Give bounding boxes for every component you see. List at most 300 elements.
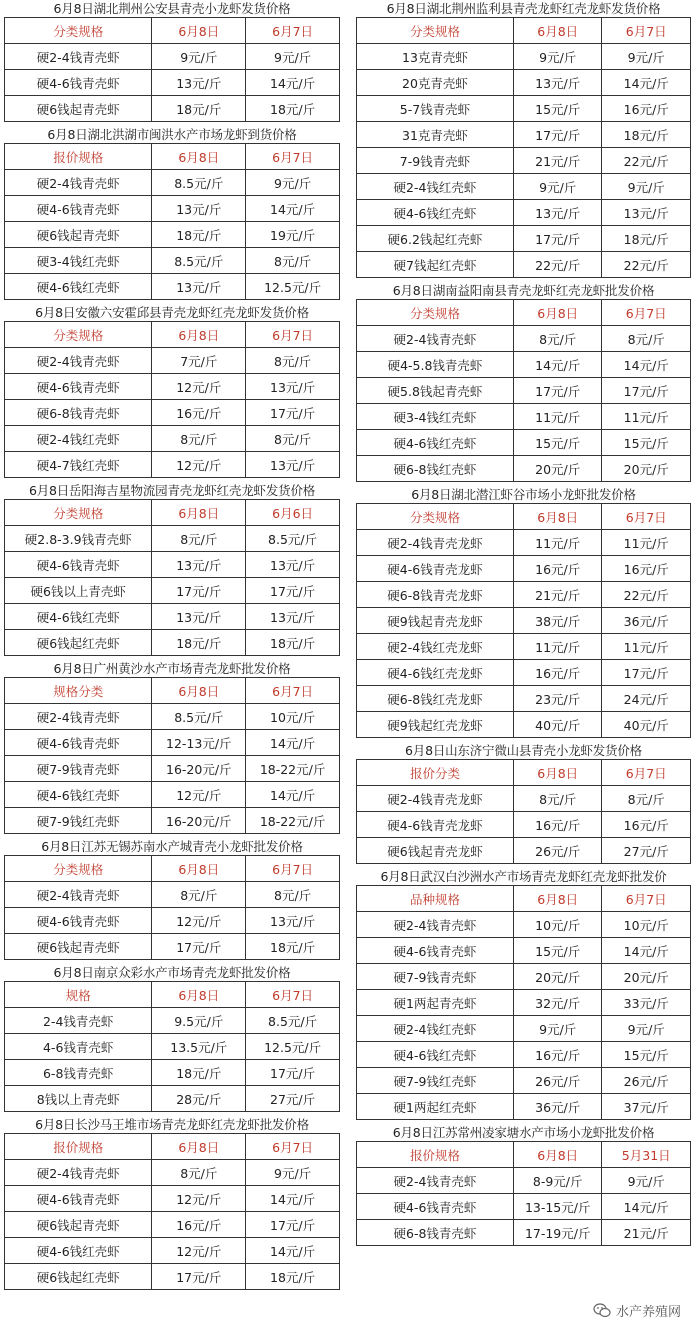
price-cell: 17元/斤 xyxy=(152,934,246,960)
column-header: 6月8日 xyxy=(152,678,246,704)
price-cell: 13元/斤 xyxy=(513,200,602,226)
price-cell: 26元/斤 xyxy=(513,1068,602,1094)
price-cell: 14元/斤 xyxy=(513,352,602,378)
spec-cell: 硬2-4钱红壳虾 xyxy=(5,426,152,452)
price-table xyxy=(356,503,691,738)
spec-cell: 硬4-6钱青壳虾 xyxy=(5,374,152,400)
spec-cell: 4-6钱青壳虾 xyxy=(5,1034,152,1060)
spec-cell: 5-7钱青壳虾 xyxy=(357,96,514,122)
table-row xyxy=(357,556,691,582)
table-row xyxy=(5,1238,340,1264)
watermark-text: 水产养殖网 xyxy=(615,1305,681,1320)
price-cell: 9元/斤 xyxy=(602,1016,691,1042)
table-row xyxy=(5,1212,340,1238)
price-cell: 13元/斤 xyxy=(152,604,246,630)
section-title: 6月8日长沙马王堆市场青壳龙虾红壳龙虾批发价格 xyxy=(35,1117,309,1132)
spec-cell: 2-4钱青壳虾 xyxy=(5,1008,152,1034)
price-cell: 8元/斤 xyxy=(246,248,340,274)
spec-cell: 硬7-9钱红壳虾 xyxy=(5,808,152,834)
table-row xyxy=(5,222,340,248)
price-cell: 11元/斤 xyxy=(513,530,602,556)
table-row xyxy=(357,226,691,252)
price-cell: 16-20元/斤 xyxy=(152,756,246,782)
column-header: 6月8日 xyxy=(513,504,602,530)
price-cell: 13元/斤 xyxy=(152,552,246,578)
spec-cell: 硬4-6钱青壳虾 xyxy=(5,70,152,96)
price-cell: 18-22元/斤 xyxy=(246,808,340,834)
price-cell: 12.5元/斤 xyxy=(246,274,340,300)
price-cell: 16元/斤 xyxy=(513,812,602,838)
price-cell: 13元/斤 xyxy=(602,200,691,226)
spec-cell: 硬6钱起青壳虾 xyxy=(5,934,152,960)
price-cell: 18元/斤 xyxy=(246,96,340,122)
price-cell: 9元/斤 xyxy=(152,44,246,70)
spec-cell: 硬4-6钱青壳虾 xyxy=(5,908,152,934)
column-header: 6月7日 xyxy=(602,300,691,326)
price-cell: 18元/斤 xyxy=(152,96,246,122)
table-row xyxy=(5,1186,340,1212)
table-row xyxy=(5,348,340,374)
price-cell: 9元/斤 xyxy=(513,1016,602,1042)
price-cell: 8元/斤 xyxy=(152,426,246,452)
price-cell: 21元/斤 xyxy=(513,582,602,608)
price-table xyxy=(356,759,691,864)
spec-cell: 硬6钱以上青壳虾 xyxy=(5,578,152,604)
table-row xyxy=(5,96,340,122)
spec-cell: 硬2-4钱青壳龙虾 xyxy=(357,786,514,812)
price-cell: 22元/斤 xyxy=(602,582,691,608)
price-cell: 33元/斤 xyxy=(602,990,691,1016)
table-row xyxy=(357,174,691,200)
price-cell: 11元/斤 xyxy=(602,634,691,660)
table-row xyxy=(5,452,340,478)
table-row xyxy=(357,912,691,938)
column-header: 分类规格 xyxy=(357,18,514,44)
table-row xyxy=(357,530,691,556)
table-header-row xyxy=(5,856,340,882)
section-title: 6月8日湖南益阳南县青壳龙虾红壳龙虾批发价格 xyxy=(392,283,655,298)
spec-cell: 硬5.8钱起青壳虾 xyxy=(357,378,514,404)
spec-cell: 硬2-4钱红壳虾 xyxy=(357,1016,514,1042)
table-row xyxy=(357,838,691,864)
spec-cell: 硬2-4钱青壳虾 xyxy=(5,1160,152,1186)
table-row xyxy=(357,938,691,964)
table-row xyxy=(5,526,340,552)
table-row xyxy=(357,1094,691,1120)
wechat-icon xyxy=(593,1303,611,1318)
price-cell: 17元/斤 xyxy=(513,378,602,404)
spec-cell: 硬6-8钱红壳虾 xyxy=(357,456,514,482)
table-row xyxy=(5,248,340,274)
price-cell: 15元/斤 xyxy=(602,1042,691,1068)
spec-cell: 硬4-6钱红壳虾 xyxy=(5,604,152,630)
section-title: 6月8日湖北荆州监利县青壳龙虾红壳龙虾发货价格 xyxy=(386,1,661,16)
table-row xyxy=(357,148,691,174)
price-cell: 9元/斤 xyxy=(246,44,340,70)
price-cell: 40元/斤 xyxy=(602,712,691,738)
price-cell: 32元/斤 xyxy=(513,990,602,1016)
table-row xyxy=(5,1264,340,1290)
spec-cell: 硬6钱起青壳虾 xyxy=(5,96,152,122)
spec-cell: 7-9钱青壳虾 xyxy=(357,148,514,174)
table-row xyxy=(5,756,340,782)
table-row xyxy=(357,430,691,456)
table-row xyxy=(357,456,691,482)
table-header-row xyxy=(357,18,691,44)
table-row xyxy=(357,1016,691,1042)
price-cell: 9元/斤 xyxy=(602,174,691,200)
price-cell: 14元/斤 xyxy=(602,938,691,964)
column-header: 6月8日 xyxy=(513,886,602,912)
spec-cell: 硬4-7钱红壳虾 xyxy=(5,452,152,478)
table-row xyxy=(5,274,340,300)
section-title: 6月8日江苏无锡苏南水产城青壳小龙虾批发价格 xyxy=(41,839,303,854)
price-cell: 17元/斤 xyxy=(246,1212,340,1238)
price-cell: 27元/斤 xyxy=(246,1086,340,1112)
price-table xyxy=(4,677,340,834)
spec-cell: 硬4-6钱红壳虾 xyxy=(357,1042,514,1068)
spec-cell: 13克青壳虾 xyxy=(357,44,514,70)
price-cell: 8元/斤 xyxy=(246,882,340,908)
price-cell: 16元/斤 xyxy=(513,1042,602,1068)
table-row xyxy=(5,552,340,578)
column-header: 分类规格 xyxy=(5,856,152,882)
column-header: 报价规格 xyxy=(357,1142,514,1168)
price-cell: 8元/斤 xyxy=(246,348,340,374)
table-row xyxy=(5,1060,340,1086)
table-header-row xyxy=(5,678,340,704)
column-header: 6月7日 xyxy=(602,18,691,44)
table-header-row xyxy=(357,1142,691,1168)
table-row xyxy=(357,200,691,226)
table-row xyxy=(357,964,691,990)
price-cell: 16元/斤 xyxy=(152,1212,246,1238)
column-header: 6月7日 xyxy=(246,144,340,170)
price-cell: 22元/斤 xyxy=(602,252,691,278)
table-row xyxy=(5,882,340,908)
price-cell: 7元/斤 xyxy=(152,348,246,374)
column-header: 6月7日 xyxy=(246,982,340,1008)
spec-cell: 硬6-8钱青壳虾 xyxy=(5,400,152,426)
table-header-row xyxy=(5,1134,340,1160)
spec-cell: 硬2-4钱青壳龙虾 xyxy=(357,530,514,556)
price-cell: 13.5元/斤 xyxy=(152,1034,246,1060)
price-cell: 13元/斤 xyxy=(246,604,340,630)
table-header-row xyxy=(5,18,340,44)
price-cell: 12元/斤 xyxy=(152,374,246,400)
column-header: 6月8日 xyxy=(152,856,246,882)
price-cell: 13元/斤 xyxy=(513,70,602,96)
section-title: 6月8日江苏常州凌家塘水产市场小龙虾批发价格 xyxy=(392,1125,655,1140)
price-table xyxy=(4,17,340,122)
spec-cell: 硬3-4钱红壳虾 xyxy=(5,248,152,274)
spec-cell: 硬4-6钱红壳虾 xyxy=(357,430,514,456)
column-header: 品种规格 xyxy=(357,886,514,912)
table-row xyxy=(357,1220,691,1246)
price-cell: 8元/斤 xyxy=(602,326,691,352)
price-cell: 26元/斤 xyxy=(513,838,602,864)
table-row xyxy=(5,400,340,426)
price-cell: 9元/斤 xyxy=(246,1160,340,1186)
spec-cell: 硬9钱起青壳龙虾 xyxy=(357,608,514,634)
price-cell: 8.5元/斤 xyxy=(152,704,246,730)
table-header-row xyxy=(5,144,340,170)
price-cell: 9元/斤 xyxy=(602,1168,691,1194)
spec-cell: 硬4-5.8钱青壳虾 xyxy=(357,352,514,378)
price-table xyxy=(4,499,340,656)
spec-cell: 硬4-6钱红壳虾 xyxy=(5,274,152,300)
table-row xyxy=(357,378,691,404)
price-table xyxy=(4,143,340,300)
spec-cell: 硬2-4钱青壳虾 xyxy=(5,44,152,70)
spec-cell: 6-8钱青壳虾 xyxy=(5,1060,152,1086)
price-cell: 13元/斤 xyxy=(152,274,246,300)
price-cell: 17元/斤 xyxy=(152,578,246,604)
spec-cell: 硬4-6钱青壳虾 xyxy=(5,730,152,756)
price-cell: 16元/斤 xyxy=(602,556,691,582)
spec-cell: 硬6钱起红壳虾 xyxy=(5,1264,152,1290)
column-header: 6月7日 xyxy=(246,1134,340,1160)
price-cell: 14元/斤 xyxy=(602,70,691,96)
spec-cell: 硬7-9钱青壳虾 xyxy=(5,756,152,782)
price-cell: 17元/斤 xyxy=(246,578,340,604)
table-row xyxy=(5,578,340,604)
spec-cell: 硬4-6钱青壳虾 xyxy=(357,1194,514,1220)
spec-cell: 硬2-4钱青壳虾 xyxy=(5,704,152,730)
column-header: 6月8日 xyxy=(152,982,246,1008)
table-row xyxy=(357,990,691,1016)
table-row xyxy=(5,44,340,70)
price-cell: 19元/斤 xyxy=(246,222,340,248)
price-cell: 38元/斤 xyxy=(513,608,602,634)
price-cell: 13元/斤 xyxy=(246,452,340,478)
price-cell: 20元/斤 xyxy=(513,456,602,482)
price-cell: 14元/斤 xyxy=(246,1238,340,1264)
column-header: 6月7日 xyxy=(602,760,691,786)
price-cell: 18元/斤 xyxy=(152,630,246,656)
spec-cell: 硬1两起青壳虾 xyxy=(357,990,514,1016)
price-cell: 18元/斤 xyxy=(152,1060,246,1086)
price-table xyxy=(356,17,691,278)
column-header: 6月8日 xyxy=(152,144,246,170)
section-title: 6月8日广州黄沙水产市场青壳龙虾批发价格 xyxy=(53,661,291,676)
price-cell: 12元/斤 xyxy=(152,782,246,808)
price-cell: 22元/斤 xyxy=(513,252,602,278)
column-header: 报价规格 xyxy=(5,144,152,170)
table-row xyxy=(357,1194,691,1220)
price-cell: 12元/斤 xyxy=(152,452,246,478)
table-row xyxy=(5,604,340,630)
price-cell: 12.5元/斤 xyxy=(246,1034,340,1060)
price-cell: 10元/斤 xyxy=(513,912,602,938)
section-title: 6月8日南京众彩水产市场青壳龙虾批发价格 xyxy=(53,965,291,980)
table-row xyxy=(5,170,340,196)
column-header: 6月7日 xyxy=(246,856,340,882)
spec-cell: 硬4-6钱青壳虾 xyxy=(5,552,152,578)
spec-cell: 硬2-4钱青壳虾 xyxy=(357,326,514,352)
column-header: 5月31日 xyxy=(602,1142,691,1168)
column-header: 分类规格 xyxy=(357,504,514,530)
price-cell: 17-19元/斤 xyxy=(513,1220,602,1246)
spec-cell: 硬2-4钱青壳虾 xyxy=(5,348,152,374)
price-table xyxy=(356,299,691,482)
price-cell: 17元/斤 xyxy=(246,1060,340,1086)
price-cell: 13元/斤 xyxy=(246,374,340,400)
column-header: 6月7日 xyxy=(246,678,340,704)
table-row xyxy=(357,634,691,660)
table-row xyxy=(357,326,691,352)
table-header-row xyxy=(5,322,340,348)
table-header-row xyxy=(5,982,340,1008)
column-header: 6月8日 xyxy=(513,1142,602,1168)
price-cell: 22元/斤 xyxy=(602,148,691,174)
price-cell: 16元/斤 xyxy=(513,556,602,582)
price-cell: 9元/斤 xyxy=(246,170,340,196)
column-header: 分类规格 xyxy=(5,18,152,44)
spec-cell: 硬6-8钱红壳龙虾 xyxy=(357,686,514,712)
price-cell: 16元/斤 xyxy=(513,660,602,686)
price-cell: 21元/斤 xyxy=(602,1220,691,1246)
table-row xyxy=(357,582,691,608)
table-header-row xyxy=(357,886,691,912)
table-row xyxy=(5,908,340,934)
price-cell: 18元/斤 xyxy=(246,934,340,960)
price-cell: 11元/斤 xyxy=(602,404,691,430)
spec-cell: 31克青壳虾 xyxy=(357,122,514,148)
price-cell: 15元/斤 xyxy=(602,430,691,456)
price-cell: 14元/斤 xyxy=(602,352,691,378)
spec-cell: 20克青壳虾 xyxy=(357,70,514,96)
price-cell: 8元/斤 xyxy=(513,326,602,352)
price-cell: 36元/斤 xyxy=(602,608,691,634)
column-header: 6月8日 xyxy=(152,1134,246,1160)
price-cell: 13元/斤 xyxy=(246,552,340,578)
column-header: 规格 xyxy=(5,982,152,1008)
table-row xyxy=(5,704,340,730)
table-row xyxy=(5,196,340,222)
price-cell: 37元/斤 xyxy=(602,1094,691,1120)
spec-cell: 硬4-6钱红壳虾 xyxy=(5,1238,152,1264)
price-cell: 12元/斤 xyxy=(152,1238,246,1264)
column-header: 6月8日 xyxy=(513,18,602,44)
price-table xyxy=(4,321,340,478)
price-cell: 20元/斤 xyxy=(602,964,691,990)
spec-cell: 硬4-6钱青壳虾 xyxy=(5,1186,152,1212)
spec-cell: 硬2-4钱青壳虾 xyxy=(357,912,514,938)
section-title: 6月8日湖北潜江虾谷市场小龙虾批发价格 xyxy=(411,487,636,502)
price-cell: 8.5元/斤 xyxy=(152,170,246,196)
price-cell: 18元/斤 xyxy=(152,222,246,248)
column-header: 6月7日 xyxy=(602,886,691,912)
table-row xyxy=(5,374,340,400)
column-header: 6月8日 xyxy=(513,300,602,326)
table-row xyxy=(357,252,691,278)
table-row xyxy=(5,630,340,656)
price-cell: 26元/斤 xyxy=(602,1068,691,1094)
table-row xyxy=(357,96,691,122)
right-column xyxy=(356,0,691,1250)
spec-cell: 硬4-6钱红壳虾 xyxy=(5,782,152,808)
table-row xyxy=(357,1068,691,1094)
table-header-row xyxy=(357,760,691,786)
price-cell: 16-20元/斤 xyxy=(152,808,246,834)
spec-cell: 硬2-4钱红壳龙虾 xyxy=(357,634,514,660)
spec-cell: 硬7-9钱青壳虾 xyxy=(357,964,514,990)
column-header: 规格分类 xyxy=(5,678,152,704)
price-cell: 15元/斤 xyxy=(513,96,602,122)
table-row xyxy=(357,1168,691,1194)
spec-cell: 硬2.8-3.9钱青壳虾 xyxy=(5,526,152,552)
spec-cell: 硬6钱起青壳虾 xyxy=(5,222,152,248)
price-cell: 14元/斤 xyxy=(246,70,340,96)
section-title: 6月8日武汉白沙洲水产市场青壳龙虾红壳龙虾批发价 xyxy=(380,869,667,884)
spec-cell: 硬4-6钱红壳虾 xyxy=(357,200,514,226)
column-header: 报价规格 xyxy=(5,1134,152,1160)
price-cell: 10元/斤 xyxy=(246,704,340,730)
column-header: 6月7日 xyxy=(602,504,691,530)
price-cell: 13元/斤 xyxy=(246,908,340,934)
column-header: 6月8日 xyxy=(152,500,246,526)
price-cell: 8-9元/斤 xyxy=(513,1168,602,1194)
column-header: 分类规格 xyxy=(5,322,152,348)
price-table xyxy=(4,1133,340,1290)
table-row xyxy=(357,352,691,378)
price-cell: 17元/斤 xyxy=(602,660,691,686)
column-header: 6月7日 xyxy=(246,18,340,44)
price-table xyxy=(4,855,340,960)
price-cell: 16元/斤 xyxy=(602,96,691,122)
spec-cell: 硬6钱起青壳虾 xyxy=(5,1212,152,1238)
table-row xyxy=(357,712,691,738)
table-row xyxy=(5,782,340,808)
section-title: 6月8日安徽六安霍邱县青壳龙虾红壳龙虾发货价格 xyxy=(35,305,309,320)
price-table xyxy=(4,981,340,1112)
price-cell: 17元/斤 xyxy=(513,226,602,252)
section-title: 6月8日岳阳海吉星物流园青壳龙虾红壳龙虾发货价格 xyxy=(28,483,316,498)
price-cell: 18元/斤 xyxy=(602,122,691,148)
section-title: 6月8日湖北荆州公安县青壳小龙虾发货价格 xyxy=(53,1,291,16)
spec-cell: 硬6-8钱青壳虾 xyxy=(357,1220,514,1246)
spec-cell: 硬6-8钱青壳龙虾 xyxy=(357,582,514,608)
spec-cell: 硬4-6钱红壳龙虾 xyxy=(357,660,514,686)
table-row xyxy=(5,70,340,96)
table-row xyxy=(5,808,340,834)
price-cell: 9元/斤 xyxy=(513,174,602,200)
table-row xyxy=(357,608,691,634)
price-cell: 13元/斤 xyxy=(152,70,246,96)
table-row xyxy=(5,1008,340,1034)
price-cell: 27元/斤 xyxy=(602,838,691,864)
spec-cell: 硬6.2钱起红壳虾 xyxy=(357,226,514,252)
price-cell: 15元/斤 xyxy=(513,938,602,964)
table-header-row xyxy=(5,500,340,526)
spec-cell: 硬7钱起红壳虾 xyxy=(357,252,514,278)
price-cell: 14元/斤 xyxy=(246,782,340,808)
table-header-row xyxy=(357,504,691,530)
price-table xyxy=(356,885,691,1120)
price-cell: 20元/斤 xyxy=(602,456,691,482)
spec-cell: 8钱以上青壳虾 xyxy=(5,1086,152,1112)
column-header: 6月7日 xyxy=(246,322,340,348)
spec-cell: 硬6钱起红壳虾 xyxy=(5,630,152,656)
price-cell: 23元/斤 xyxy=(513,686,602,712)
price-cell: 11元/斤 xyxy=(513,634,602,660)
price-cell: 21元/斤 xyxy=(513,148,602,174)
price-cell: 8元/斤 xyxy=(602,786,691,812)
spec-cell: 硬2-4钱红壳虾 xyxy=(357,174,514,200)
price-cell: 9元/斤 xyxy=(602,44,691,70)
table-row xyxy=(5,1160,340,1186)
